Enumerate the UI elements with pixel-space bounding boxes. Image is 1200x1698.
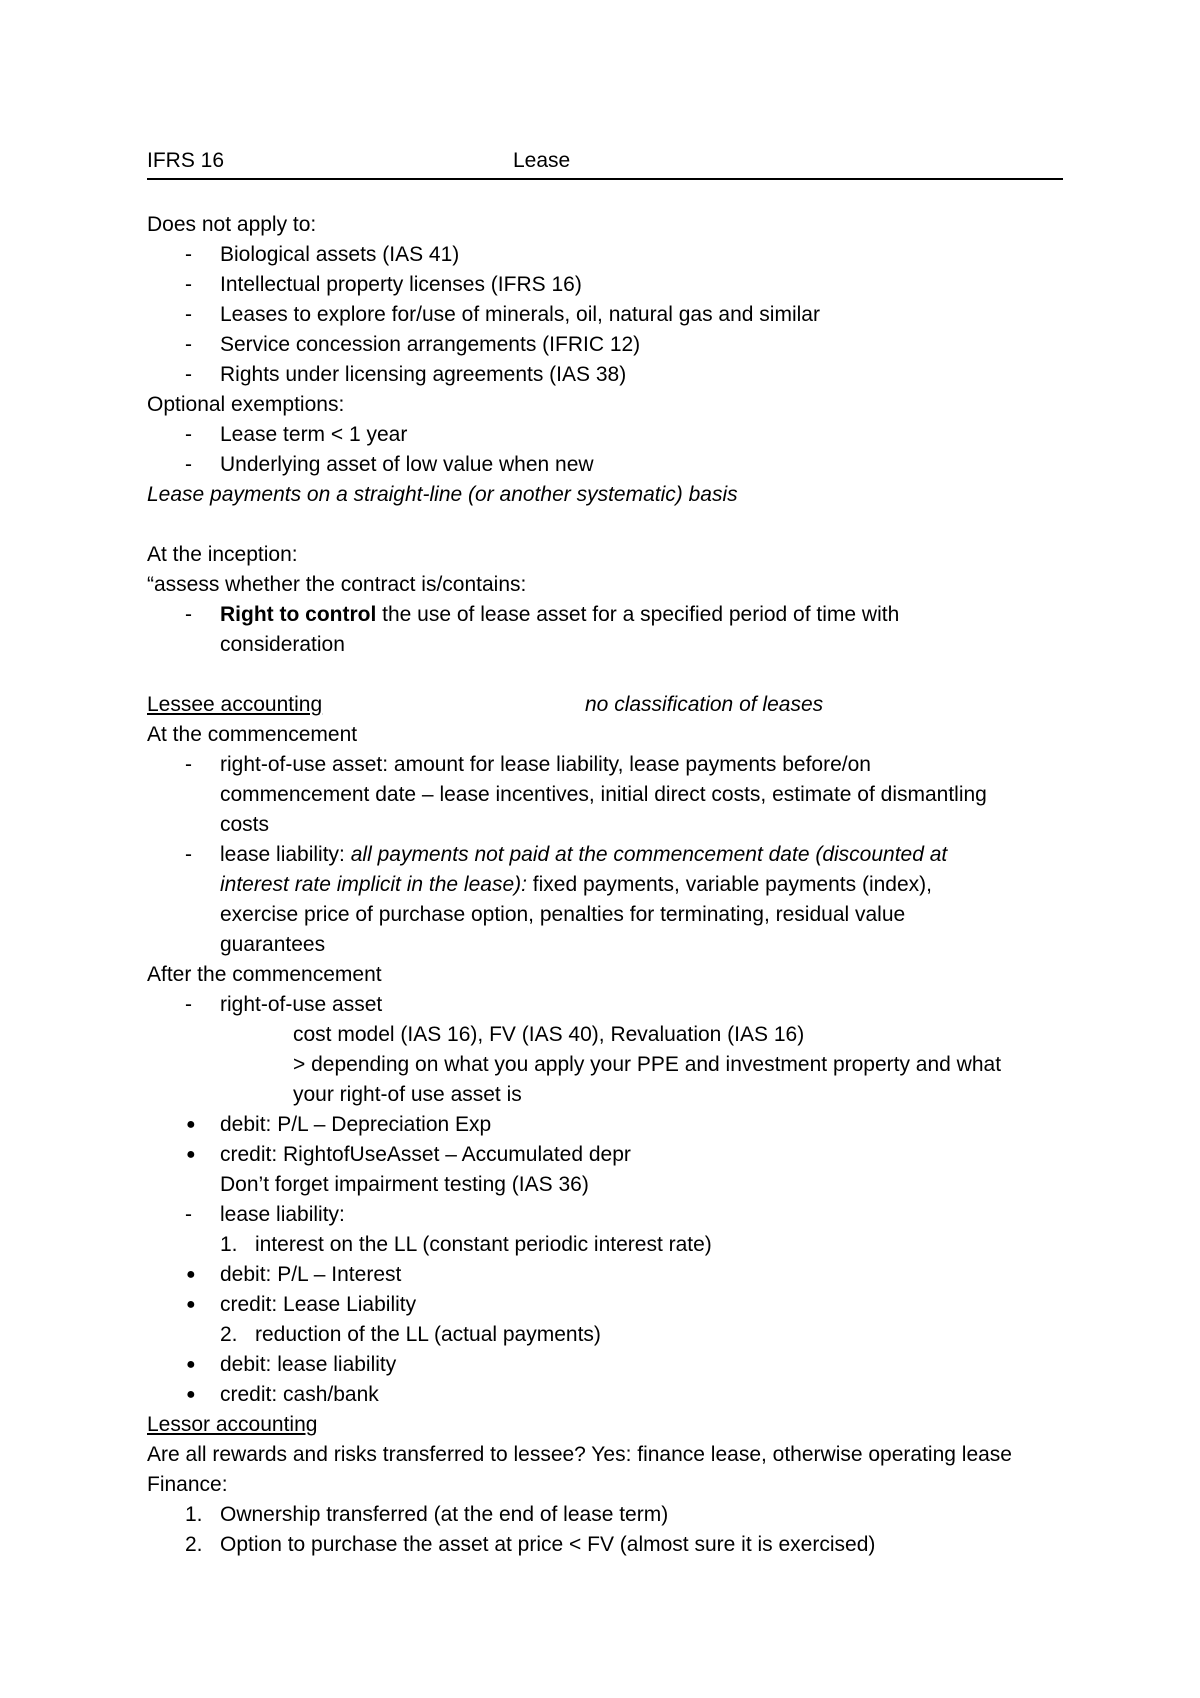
inception-assess: “assess whether the contract is/contains: (147, 573, 527, 596)
scope-item: Biological assets (IAS 41) (220, 243, 460, 266)
finance-heading: Finance: (147, 1473, 228, 1496)
dash-marker: - (185, 243, 192, 266)
bullet-marker: ● (186, 1146, 196, 1163)
dash-marker: - (185, 1203, 192, 1226)
dash-marker: - (185, 843, 192, 866)
header-title: Lease (513, 149, 571, 172)
dash-marker: - (185, 603, 192, 626)
dep-debit: debit: P/L – Depreciation Exp (220, 1113, 492, 1136)
finance-number: 2. (185, 1533, 203, 1556)
lessee-heading: Lessee accounting (147, 693, 323, 716)
ll-line: guarantees (220, 933, 326, 956)
int-credit: credit: Lease Liability (220, 1293, 417, 1316)
scope-item: Intellectual property licenses (IFRS 16) (220, 273, 582, 296)
depending-line: your right-of use asset is (293, 1083, 522, 1106)
right-to-control: Right to control (220, 603, 377, 626)
ll-rest: fixed payments, variable payments (index), (526, 873, 932, 896)
ll-after: lease liability: (220, 1203, 345, 1226)
scope-heading: Does not apply to: (147, 213, 317, 236)
at-commencement: At the commencement (147, 723, 358, 746)
step-number: 2. (220, 1323, 238, 1346)
step-text: reduction of the LL (actual payments) (255, 1323, 601, 1346)
rou-after: right-of-use asset (220, 993, 383, 1016)
scope-item: Service concession arrangements (IFRIC 12) (220, 333, 641, 356)
exemptions-heading: Optional exemptions: (147, 393, 345, 416)
ll-line (220, 872, 932, 898)
dash-marker: - (185, 423, 192, 446)
after-commencement: After the commencement (147, 963, 382, 986)
red-credit: credit: cash/bank (220, 1383, 379, 1406)
scope-item: Rights under licensing agreements (IAS 38) (220, 363, 627, 386)
lessor-question: Are all rewards and risks transferred to lessee? Yes: finance lease, otherwise operating lease (147, 1443, 1012, 1466)
page-header (147, 148, 1063, 180)
ll-line: exercise price of purchase option, penalties for terminating, residual value (220, 903, 906, 926)
depending-line: > depending on what you apply your PPE and investment property and what (293, 1053, 1002, 1076)
dash-marker: - (185, 453, 192, 476)
exemption-item: Underlying asset of low value when new (220, 453, 594, 476)
ll-line (220, 842, 947, 868)
models-line: cost model (IAS 16), FV (IAS 40), Revaluation (IAS 16) (293, 1023, 805, 1046)
bullet-marker: ● (186, 1296, 196, 1313)
finance-number: 1. (185, 1503, 203, 1526)
rou-line: commencement date – lease incentives, initial direct costs, estimate of dismantling (220, 783, 987, 806)
bullet-marker: ● (186, 1356, 196, 1373)
step-number: 1. (220, 1233, 238, 1256)
bullet-marker: ● (186, 1266, 196, 1283)
rou-line: right-of-use asset: amount for lease liability, lease payments before/on (220, 753, 871, 776)
finance-item: Ownership transferred (at the end of lease term) (220, 1503, 669, 1526)
rou-line: costs (220, 813, 270, 836)
inception-rest: the use of lease asset for a specified period of time with (376, 603, 900, 626)
exemptions-note: Lease payments on a straight-line (or another systematic) basis (147, 483, 738, 506)
dash-marker: - (185, 993, 192, 1016)
scope-item: Leases to explore for/use of minerals, oil, natural gas and similar (220, 303, 820, 326)
ll-label: lease liability: (220, 843, 351, 866)
ll-italic: interest rate implicit in the lease): (220, 873, 527, 896)
dep-credit: credit: RightofUseAsset – Accumulated depr (220, 1143, 631, 1166)
exemption-item: Lease term < 1 year (220, 423, 408, 446)
bullet-marker: ● (186, 1116, 196, 1133)
inception-item (220, 602, 899, 628)
inception-heading: At the inception: (147, 543, 298, 566)
red-debit: debit: lease liability (220, 1353, 397, 1376)
dash-marker: - (185, 273, 192, 296)
dash-marker: - (185, 303, 192, 326)
ll-italic: all payments not paid at the commencement date (discounted at (350, 843, 948, 866)
lessor-heading: Lessor accounting (147, 1413, 318, 1436)
int-debit: debit: P/L – Interest (220, 1263, 402, 1286)
dash-marker: - (185, 363, 192, 386)
step-text: interest on the LL (constant periodic interest rate) (255, 1233, 712, 1256)
lessee-note: no classification of leases (585, 693, 824, 716)
finance-item: Option to purchase the asset at price < FV (almost sure it is exercised) (220, 1533, 876, 1556)
inception-item-cont: consideration (220, 633, 345, 656)
dash-marker: - (185, 333, 192, 356)
impairment-note: Don’t forget impairment testing (IAS 36) (220, 1173, 589, 1196)
dash-marker: - (185, 753, 192, 776)
bullet-marker: ● (186, 1386, 196, 1403)
header-code: IFRS 16 (147, 149, 225, 172)
